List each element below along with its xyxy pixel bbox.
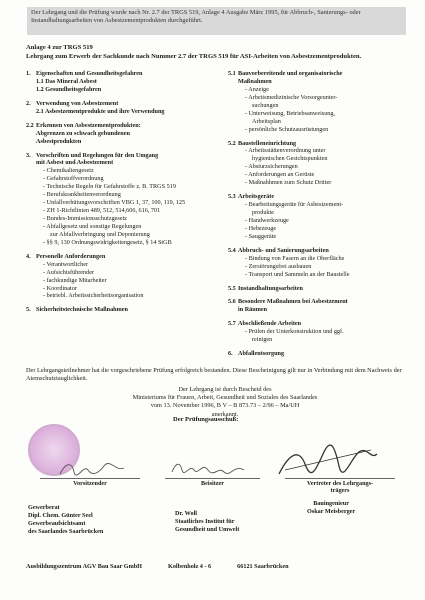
- section-number: 5.5: [228, 284, 236, 292]
- section-number: 6.: [228, 350, 233, 358]
- section-item: zur Abfallverbringung und Deponierung: [50, 230, 150, 238]
- section-item: - Arbeitsstättenverordnung unter: [245, 147, 326, 155]
- section-number: 5.4: [228, 246, 236, 254]
- section-heading: [26, 122, 226, 130]
- section-number: 1.: [26, 70, 31, 77]
- section-title: Instandhaltungsarbeiten: [238, 284, 303, 292]
- recognition-line: Der Lehrgang ist durch Bescheid des: [178, 386, 272, 393]
- section-title: Vorschriften und Regelungen für den Umgang: [36, 151, 159, 159]
- section-item: - Bindung von Fasern an die Oberfläche: [245, 254, 345, 262]
- section-subheading: Asbestprodukten: [36, 137, 82, 145]
- certificate-banner: Der Lehrgang und die Prüfung wurde nach Nr. 2.7 der TRGS 519, Anlage 4 Ausgabe März 1995, für Abbruch-, Sanierungs- oder Instandhaltungsarbeiten von Asbestzementprodukten durchgeführt.: [27, 7, 406, 35]
- curriculum-section: [228, 298, 408, 314]
- section-item: - Berufskrankheitenverordnung: [43, 191, 121, 199]
- curriculum-section: [228, 70, 408, 134]
- signature-beisitzer: [170, 458, 248, 478]
- curriculum-section: [228, 140, 408, 188]
- section-title: Baustelleneinrichtung: [238, 139, 297, 147]
- recognition-line: vom 13. November 1996, B V – B 873.73 – 2/96 – Ma/UH: [150, 402, 300, 410]
- section-item: reinigen: [252, 336, 273, 344]
- section-number: 5.1: [228, 70, 236, 77]
- curriculum-section: [26, 122, 226, 146]
- signature-vertreter: [275, 444, 380, 480]
- section-number: 3.: [26, 151, 31, 159]
- section-number: 5.7: [228, 320, 236, 328]
- person-right: Bauingenieur Oskar Meisberger: [307, 500, 356, 516]
- section-item: - Anforderungen an Gerüste: [245, 171, 315, 179]
- section-item: - Unfallverhütungsvorschriften VBG 1, 37, 100, 119, 125: [43, 199, 186, 207]
- section-item: - ZH 1-Richtlinien 489, 512, 514,606, 616, 701: [43, 207, 161, 215]
- section-item: - Handwerkzeuge: [245, 216, 289, 224]
- section-number: 2.: [26, 99, 31, 107]
- section-title: Personelle Anforderungen: [36, 252, 106, 260]
- section-item: - Technische Regeln für Gefahrstoffe z. B. TRGS 519: [43, 183, 176, 191]
- section-heading: [26, 70, 226, 78]
- role-vertreter: Vertreter des Lehrgangs- trägers: [306, 480, 374, 494]
- closing-text: Der Lehrgangsteilnehmer hat die vorgeschriebene Prüfung erfolgreich bestanden. Diese Bescheinigung gilt nur in Verbindung mit dem Nachweis der Atemschutztauglichkeit.: [26, 367, 402, 383]
- section-item: - Arbeitsmedizinische Vorsorgeunter-: [245, 93, 338, 101]
- footer-org: Ausbildungszentrum AGV Bau Saar GmbH: [26, 563, 142, 570]
- lehrgang-title: Lehrgang zum Erwerb der Sachkunde nach Nummer 2.7 der TRGS 519 für ASI-Arbeiten von Asbestzementprodukten.: [26, 53, 362, 60]
- signature-line-beisitzer: [165, 478, 260, 479]
- section-heading: [228, 140, 408, 148]
- section-item: - Zerstörungsfrei ausbauen: [245, 262, 312, 270]
- section-heading: [26, 253, 226, 261]
- section-subheading: in Räumen: [238, 306, 268, 314]
- section-heading: [26, 152, 226, 160]
- section-item: - Absturzsicherungen: [245, 163, 298, 171]
- footer-city: 66121 Saarbrücken: [237, 563, 289, 570]
- recognition-line: Ministeriums für Frauen, Arbeit, Gesundheit und Soziales des Saarlandes: [132, 394, 318, 402]
- section-heading: [228, 247, 408, 255]
- section-item: - Verantwortlicher: [43, 260, 89, 268]
- person-center: Dr. Woll Staatliches Institut für Gesundheit und Umwelt: [175, 510, 240, 534]
- curriculum-section: [228, 247, 408, 279]
- section-heading: [228, 193, 408, 201]
- section-subheading: 1.2 Gesundheitsgefahren: [36, 85, 102, 93]
- section-item: - Sauggeräte: [245, 232, 277, 240]
- section-title: Abbruch- und Sanierungsarbeiten: [238, 246, 329, 254]
- role-vorsitzender: Vorsitzender: [73, 480, 107, 487]
- committee-heading: Der Prüfungsausschuß:: [173, 416, 239, 423]
- section-heading: [228, 350, 408, 358]
- section-heading: [228, 298, 408, 306]
- section-title: Sicherheitstechnische Maßnahmen: [36, 306, 128, 314]
- anlage-heading: Anlage 4 zur TRGS 519: [26, 44, 93, 51]
- section-number: 5.3: [228, 193, 236, 201]
- footer-street: Kolbenholz 4 - 6: [168, 563, 212, 570]
- section-title: Besondere Maßnahmen bei Asbestzement: [238, 298, 348, 306]
- section-item: - Abfallgesetz und sonstige Regelungen: [43, 222, 142, 230]
- section-subheading: 2.1 Asbestzementprodukte und ihre Verwendung: [36, 107, 165, 115]
- section-heading: [228, 320, 408, 328]
- section-item: - Maßnahhmen zum Schutz Dritter: [245, 179, 332, 187]
- curriculum-section: [26, 100, 226, 116]
- section-number: 5.2: [228, 139, 236, 147]
- section-heading: [228, 70, 408, 78]
- section-title: Arbeitsgeräte: [238, 193, 275, 201]
- section-item: - Chemikaliengesetz: [43, 167, 94, 175]
- footer-address: [26, 563, 406, 570]
- role-beisitzer: Beisitzer: [200, 480, 225, 487]
- section-title: Erkennen von Asbestzementprodukten:: [36, 121, 141, 129]
- section-title: Bauvorbereitende und organisatorische: [238, 70, 343, 77]
- recognition-line: anerkannt.: [211, 410, 239, 418]
- section-subheading: 1.1 Das Mineral Asbest: [36, 77, 97, 85]
- section-item: - Koordinator: [43, 284, 77, 292]
- section-item: - Anzeige: [245, 85, 269, 93]
- section-item: Arbeitsplan: [252, 117, 281, 125]
- section-heading: [26, 306, 226, 314]
- person-left: Gewerberat Dipl. Chem. Günter Seel Gewerbeaufsichtsamt des Saarlandes Saarbrücken: [28, 504, 104, 536]
- section-item: - Hebezeuge: [245, 224, 277, 232]
- section-title: Abschließende Arbeiten: [238, 320, 302, 328]
- section-subheading: Abgrenzen zu schwach gebundenen: [36, 129, 130, 137]
- section-number: 2.2: [26, 121, 34, 129]
- curriculum-left-column: [26, 70, 226, 320]
- curriculum-section: [228, 350, 408, 358]
- section-item: - fachkundige Mitarbeiter: [43, 276, 107, 284]
- curriculum-section: [228, 320, 408, 344]
- section-item: - Bundes-Immissionsschutzgesetz: [43, 215, 128, 222]
- recognition-block: [120, 386, 330, 419]
- section-item: - Transport und Sammeln an der Baustelle: [245, 270, 350, 278]
- section-item: - Aufsichtsführender: [43, 268, 95, 276]
- signature-vorsitzender: [58, 460, 128, 478]
- curriculum-section: [228, 193, 408, 241]
- curriculum-section: [26, 253, 226, 301]
- section-heading: [26, 100, 226, 108]
- curriculum-section: [26, 152, 226, 247]
- section-title: Abfallentsorgung: [238, 350, 285, 358]
- section-item: suchungen: [252, 101, 279, 109]
- section-item: - betriebl. Arbeitssicherheitsorganisation: [43, 292, 144, 300]
- section-item: produkte: [252, 209, 274, 216]
- section-item: - Prüfen der Unterkonstruktion und ggf.: [245, 328, 344, 336]
- section-number: 5.: [26, 306, 31, 314]
- curriculum-section: [26, 306, 226, 314]
- section-item: - persönliche Schutzausrüstungen: [245, 125, 329, 133]
- section-title: Verwendung von Asbestzement: [36, 99, 119, 107]
- section-item: - §§ 9, 130 Ordnungswidrigkeitengesetz, § 14 StGB: [43, 238, 172, 246]
- signature-line-vertreter: [285, 478, 395, 479]
- section-item: - Bearbeitungsgeräte für Asbestzement-: [245, 201, 344, 209]
- curriculum-section: [26, 70, 226, 94]
- section-title: Eigenschaften und Gesundheitsgefahren: [36, 70, 143, 77]
- section-subheading: mit Asbest und Asbestzement: [36, 159, 114, 167]
- section-item: - Gefahrstoffverordnung: [43, 175, 104, 183]
- section-number: 4.: [26, 252, 31, 260]
- section-item: hygienischen Gesichtspunkten: [252, 155, 328, 163]
- section-number: 5.6: [228, 298, 236, 306]
- curriculum-right-column: [228, 70, 408, 364]
- curriculum-section: [228, 285, 408, 293]
- section-subheading: Maßnahmen: [238, 77, 272, 85]
- signature-line-vorsitzender: [40, 478, 140, 479]
- section-heading: [228, 285, 408, 293]
- section-item: - Unterweisung, Betriebsanweisung,: [245, 109, 336, 117]
